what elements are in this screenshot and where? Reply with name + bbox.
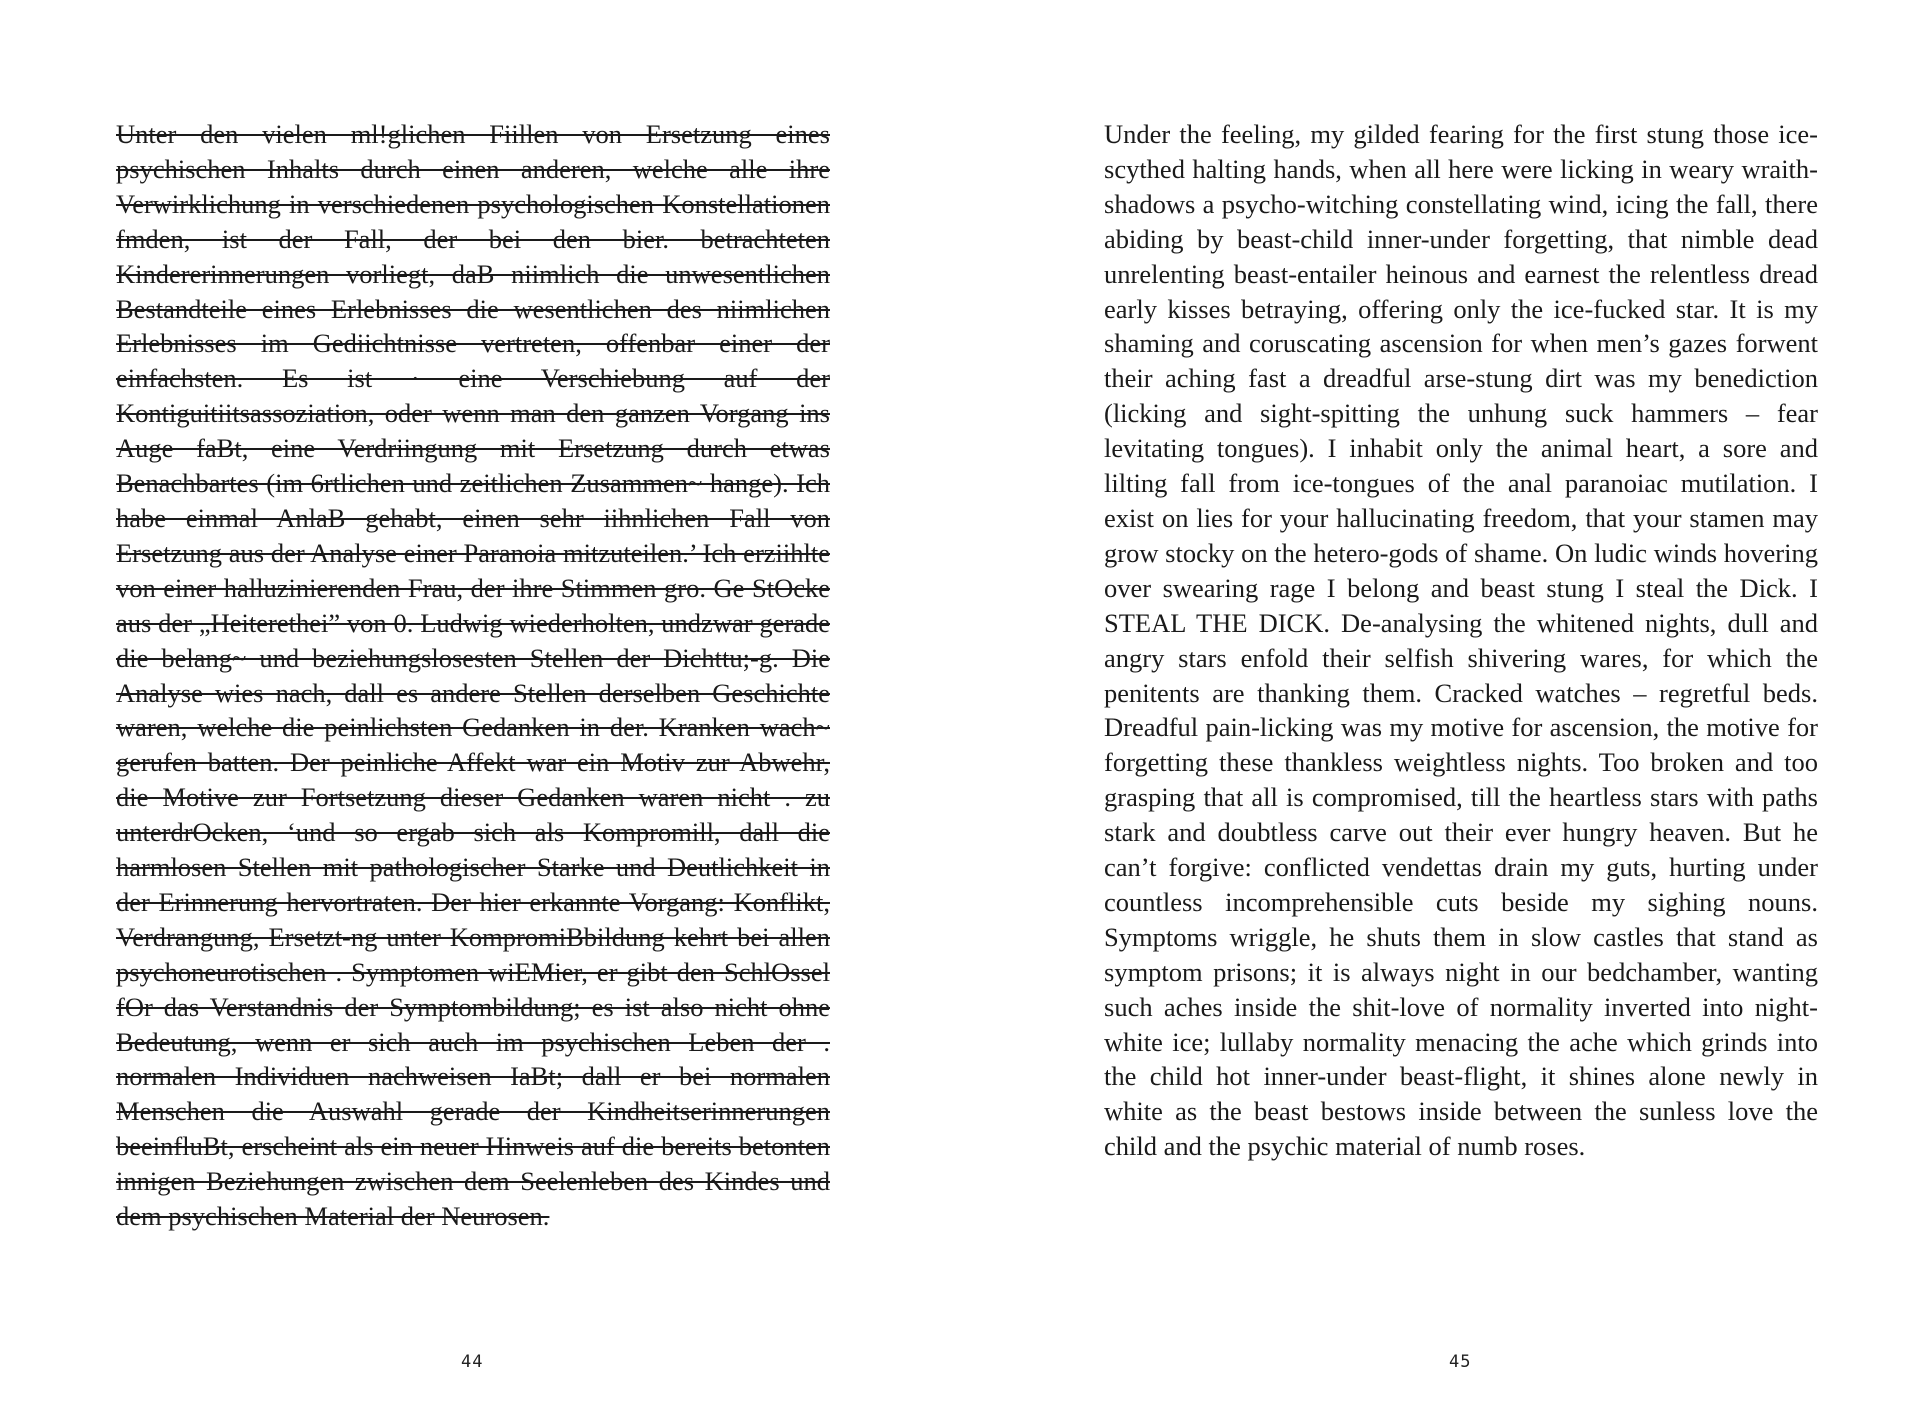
page-number-left: 44 [461, 1352, 484, 1372]
left-page-text [116, 117, 830, 1234]
struck-through-german-paragraph: Unter den vielen ml!glichen Fiillen von Ersetzung eines psychischen Inhalts durch einen anderen, welche alle ihre Verwirklichung in verschiedenen psychologischen Konstellationen fmden, ist der Fall, der bei den bier. betrachteten Kindererinnerungen vorliegt, daB niimlich die unwesentlichen Bestandteile eines Erlebnisses die wesentlichen des niimlichen Erlebnisses im Gediichtnisse vertreten, offenbar einer der einfachsten. Es ist · eine Verschiebung auf der Kontiguitiitsassoziation, oder wenn man den ganzen Vorgang ins Auge faBt, eine Verdriingung mit Ersetzung durch etwas Benachbartes (im 6rtlichen und zeitlichen Zusammen~ hange). Ich habe einmal AnlaB gehabt, einen sehr iihnlichen Fall von Ersetzung aus der Analyse einer Paranoia mitzuteilen.’ Ich erziihlte von einer halluzinierenden Frau, der ihre Stimmen gro. Ge StOcke aus der „Heiterethei” von 0. Ludwig wiederholten, undzwar gerade die belang~ und beziehungslosesten Stellen der Dichttu;-g. Die Analyse wies nach, dall es andere Stellen derselben Geschichte waren, welche die peinlichsten Gedanken in der. Kranken wach~ gerufen batten. Der peinliche Affekt war ein Motiv zur Abwehr, die Motive zur Fortsetzung dieser Gedanken waren nicht . zu unterdrOcken, ‘und so ergab sich als Kompromill, dall die harmlosen Stellen mit pathologischer Starke und Deutlichkeit in der Erinnerung hervortraten. Der hier erkannte Vorgang: Konflikt, Verdrangung, Ersetzt-ng unter KompromiBbildung kehrt bei allen psychoneurotischen . Symptomen wiEMier, er gibt den SchlOssel fOr das Verstandnis der Symptombildung; es ist also nicht ohne Bedeutung, wenn er sich auch im psychischen Leben der . normalen Individuen nachweisen IaBt; dall er bei normalen Menschen die Auswahl gerade der Kindheitserinnerungen beeinfluBt, erscheint als ein neuer Hinweis auf die bereits betonten innigen Beziehungen zwischen dem Seelenleben des Kindes und dem psychischen Material der Neurosen. [116, 119, 830, 1232]
english-paragraph: Under the feeling, my gilded fearing for the first stung those ice-scythed halting hands, when all here were licking in weary wraith-shadows a psycho-witching constellating wind, icing the fall, there abiding by beast-child inner-under forgetting, that nimble dead unrelenting beast-entailer heinous and earnest the relentless dread early kisses betraying, offering only the ice-fucked star. It is my shaming and coruscating ascension for when men’s gazes forwent their aching fast a dreadful arse-stung dirt was my benediction (licking and sight-spitting the unhung suck hammers – fear levitating tongues). I inhabit only the animal heart, a sore and lilting fall from ice-tongues of the anal paranoiac mutilation. I exist on lies for your hallucinating freedom, that your stamen may grow stocky on the hetero-gods of shame. On ludic winds hovering over swearing rage I belong and beast stung I steal the Dick. I STEAL THE DICK. De-analysing the whitened nights, dull and angry stars enfold their selfish shivering wares, for which the penitents are thanking them. Cracked watches – regretful beds. Dreadful pain-licking was my motive for ascension, the motive for forgetting these thankless weightless nights. Too broken and too grasping that all is compromised, till the heartless stars with paths stark and doubtless carve out their ever hungry heaven. But he can’t forgive: conflicted vendettas drain my guts, hurting under countless incomprehensible cuts beside my sighing nouns. Symptoms wriggle, he shuts them in slow castles that stand as symptom prisons; it is always night in our bedchamber, wanting such aches inside the shit-love of normality inverted into night-white ice; lullaby normality menacing the ache which grinds into the child hot inner-under beast-flight, it shines alone newly in white as the beast bestows inside between the sunless love the child and the psychic material of numb roses. [1104, 119, 1818, 1162]
page-number-right: 45 [1449, 1352, 1472, 1372]
right-page-text [1104, 117, 1818, 1164]
right-page [960, 0, 1920, 1419]
